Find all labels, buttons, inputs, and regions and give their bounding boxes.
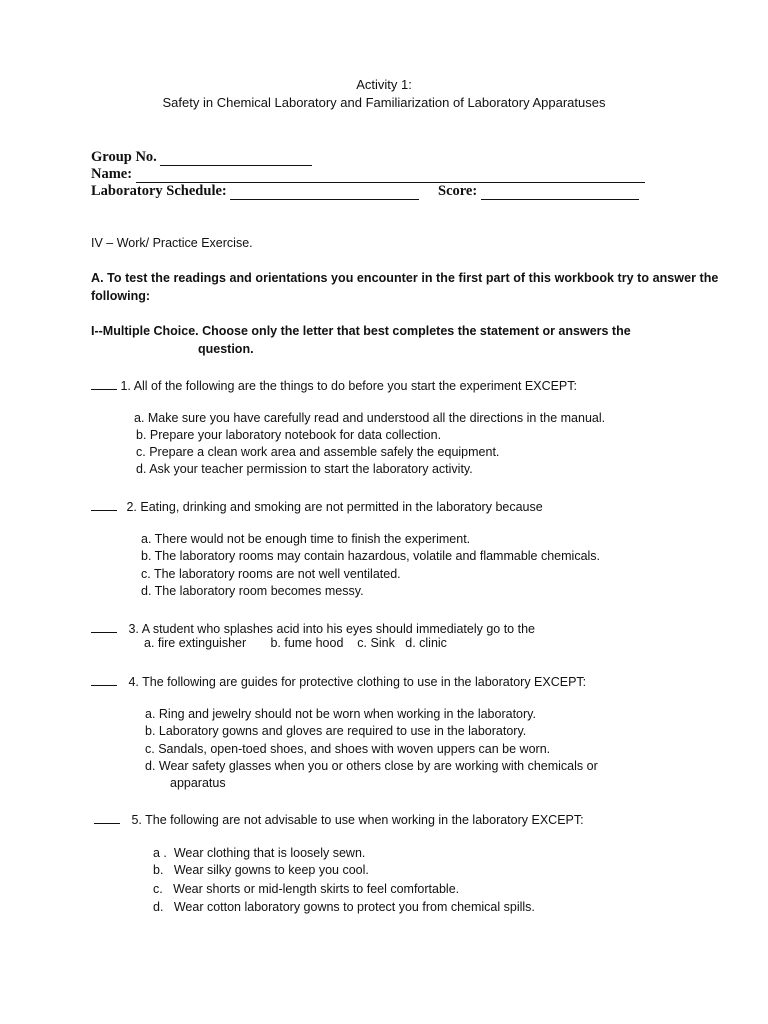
group-blank bbox=[160, 151, 312, 166]
q5-option-d: d. Wear cotton laboratory gowns to protect you from chemical spills. bbox=[153, 900, 535, 914]
question-5 bbox=[94, 811, 584, 827]
instruction-line-2: following: bbox=[91, 289, 151, 303]
question-stem: 4. The following are guides for protective clothing to use in the laboratory EXCEPT: bbox=[128, 675, 587, 689]
question-stem: 3. A student who splashes acid into his eyes should immediately go to the bbox=[128, 622, 535, 636]
q5-option-c: c. Wear shorts or mid-length skirts to feel comfortable. bbox=[153, 882, 460, 896]
question-stem: 2. Eating, drinking and smoking are not permitted in the laboratory because bbox=[126, 500, 543, 514]
question-3 bbox=[91, 620, 535, 636]
score-blank bbox=[481, 185, 639, 200]
name-field bbox=[91, 166, 645, 183]
mc-instruction-line-1: I--Multiple Choice. Choose only the letter that best completes the statement or answers the bbox=[91, 324, 631, 338]
schedule-field bbox=[91, 183, 419, 200]
q1-option-a: a. Make sure you have carefully read and understood all the directions in the manual. bbox=[134, 411, 606, 425]
activity-number: Activity 1: bbox=[356, 77, 412, 92]
answer-blank bbox=[91, 498, 117, 511]
q2-option-c: c. The laboratory rooms are not well ventilated. bbox=[141, 567, 401, 581]
activity-title: Safety in Chemical Laboratory and Familiarization of Laboratory Apparatuses bbox=[162, 95, 606, 110]
q5-option-b: b. Wear silky gowns to keep you cool. bbox=[153, 863, 369, 877]
q4-option-a: a. Ring and jewelry should not be worn when working in the laboratory. bbox=[145, 707, 536, 721]
q2-option-d: d. The laboratory room becomes messy. bbox=[141, 584, 364, 598]
schedule-label: Laboratory Schedule: bbox=[91, 183, 227, 199]
group-field bbox=[91, 149, 312, 166]
name-blank bbox=[136, 168, 645, 183]
instruction-line-1: A. To test the readings and orientations you encounter in the first part of this workbook try to answer the bbox=[91, 271, 719, 285]
schedule-blank bbox=[230, 185, 419, 200]
score-field bbox=[438, 183, 639, 200]
score-label: Score: bbox=[438, 183, 478, 199]
q4-option-d-continued: apparatus bbox=[170, 776, 226, 790]
question-stem: 1. All of the following are the things to do before you start the experiment EXCEPT: bbox=[120, 379, 577, 393]
q1-option-d: d. Ask your teacher permission to start the laboratory activity. bbox=[136, 462, 473, 476]
q5-option-a: a . Wear clothing that is loosely sewn. bbox=[153, 846, 366, 860]
name-label: Name: bbox=[91, 166, 133, 182]
q2-option-b: b. The laboratory rooms may contain hazardous, volatile and flammable chemicals. bbox=[141, 549, 601, 563]
q4-option-c: c. Sandals, open-toed shoes, and shoes with woven uppers can be worn. bbox=[145, 742, 551, 756]
section-heading: IV – Work/ Practice Exercise. bbox=[91, 236, 253, 250]
answer-blank bbox=[91, 620, 117, 633]
answer-blank bbox=[94, 811, 120, 824]
q3-options: a. fire extinguisher b. fume hood c. Sink d. clinic bbox=[144, 636, 447, 650]
question-2 bbox=[91, 498, 543, 514]
answer-blank bbox=[91, 673, 117, 686]
q1-option-c: c. Prepare a clean work area and assemble safely the equipment. bbox=[136, 445, 500, 459]
group-label: Group No. bbox=[91, 149, 157, 165]
q2-option-a: a. There would not be enough time to finish the experiment. bbox=[141, 532, 471, 546]
q1-option-b: b. Prepare your laboratory notebook for data collection. bbox=[136, 428, 442, 442]
q4-option-d: d. Wear safety glasses when you or others close by are working with chemicals or bbox=[145, 759, 598, 773]
mc-instruction-line-2: question. bbox=[198, 342, 254, 356]
answer-blank bbox=[91, 377, 117, 390]
question-4 bbox=[91, 673, 586, 689]
q4-option-b: b. Laboratory gowns and gloves are required to use in the laboratory. bbox=[145, 724, 527, 738]
question-1 bbox=[91, 377, 577, 393]
question-stem: 5. The following are not advisable to use when working in the laboratory EXCEPT: bbox=[131, 813, 584, 827]
